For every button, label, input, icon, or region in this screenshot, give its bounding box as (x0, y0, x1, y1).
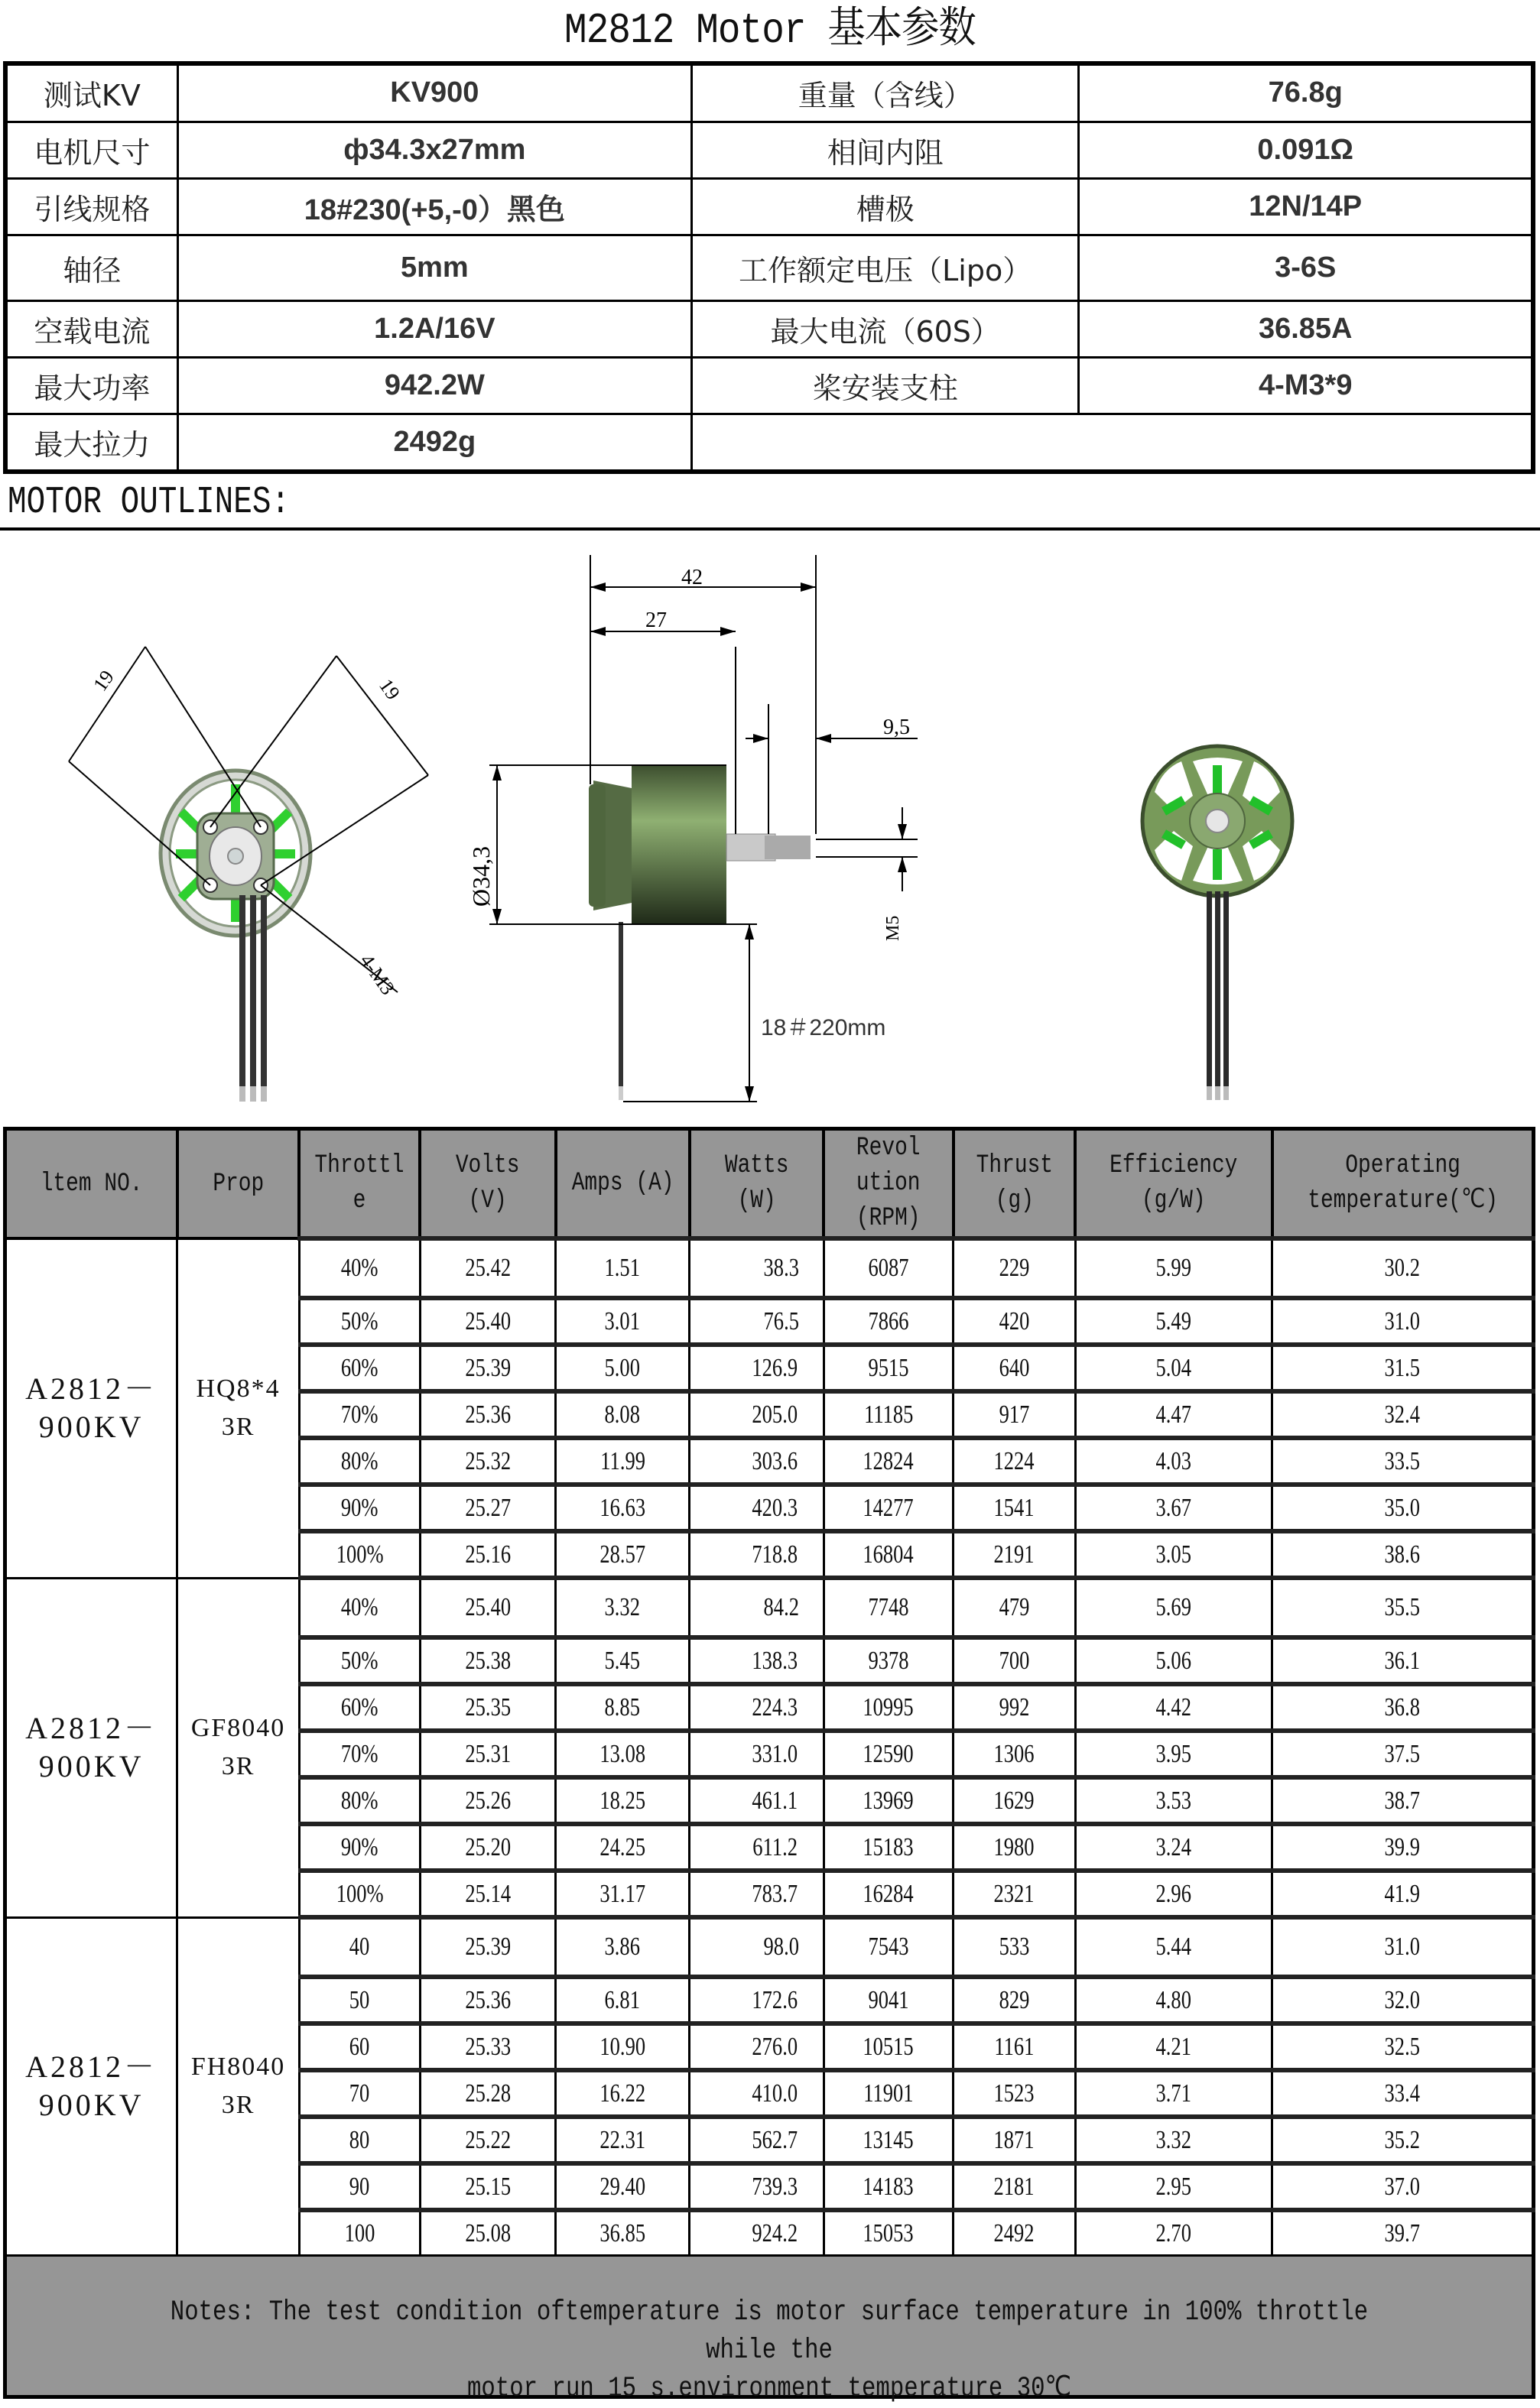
table-cell: 13145 (824, 2117, 953, 2163)
table-cell: 1980 (954, 1824, 1076, 1871)
table-cell: 50% (299, 1637, 420, 1684)
table-cell: 331.0 (690, 1731, 824, 1777)
spec-label: 电机尺寸 (5, 122, 177, 178)
table-cell: 25.35 (420, 1684, 555, 1731)
column-header: Prop (177, 1129, 300, 1239)
table-cell: 25.33 (420, 2023, 555, 2070)
section-heading-outlines: MOTOR OUTLINES: (8, 481, 291, 524)
table-cell: 25.40 (420, 1298, 555, 1345)
table-cell: 30.2 (1272, 1238, 1534, 1298)
table-cell: 6.81 (556, 1977, 690, 2023)
spec-value: ф34.3x27mm (177, 122, 691, 178)
column-header: Efficiency (g/W) (1075, 1129, 1272, 1239)
table-cell: 7543 (824, 1917, 953, 1977)
dim-shaft-length: 9,5 (883, 716, 910, 739)
table-cell: 60% (299, 1345, 420, 1391)
spec-row (5, 414, 1533, 472)
table-cell: 80 (299, 2117, 420, 2163)
notes-text (136, 2293, 1402, 2408)
table-cell: 6087 (824, 1238, 953, 1298)
table-cell: 5.04 (1075, 1345, 1272, 1391)
table-cell: 1871 (954, 2117, 1076, 2163)
spec-label: 测试KV (5, 63, 177, 122)
table-cell: 1161 (954, 2023, 1076, 2070)
table-cell: 1306 (954, 1731, 1076, 1777)
divider (0, 527, 1540, 531)
column-header: Revol ution (RPM) (824, 1129, 953, 1239)
column-header: Volts (V) (420, 1129, 555, 1239)
spec-label: 轴径 (5, 235, 177, 300)
spec-value: 0.091Ω (1079, 122, 1533, 178)
table-cell: 25.32 (420, 1438, 555, 1485)
table-cell: 3.32 (556, 1578, 690, 1637)
table-cell: 16.63 (556, 1485, 690, 1531)
table-cell: 783.7 (690, 1871, 824, 1917)
table-cell: 31.5 (1272, 1345, 1534, 1391)
table-cell: 60 (299, 2023, 420, 2070)
table-cell: 37.0 (1272, 2163, 1534, 2210)
motor-outline-drawing (0, 532, 1540, 1105)
table-cell: 3.95 (1075, 1731, 1272, 1777)
table-cell: 126.9 (690, 1345, 824, 1391)
table-cell: 224.3 (690, 1684, 824, 1731)
spec-label: 相间内阻 (691, 122, 1078, 178)
table-cell: 924.2 (690, 2210, 824, 2257)
table-cell: 9378 (824, 1637, 953, 1684)
table-cell: 14183 (824, 2163, 953, 2210)
table-cell: 25.40 (420, 1578, 555, 1637)
table-cell: 16284 (824, 1871, 953, 1917)
table-cell: 917 (954, 1391, 1076, 1438)
table-cell: 1629 (954, 1777, 1076, 1824)
table-cell: 1541 (954, 1485, 1076, 1531)
spec-row (5, 63, 1533, 122)
spec-value: 2492g (177, 414, 691, 472)
dim-shaft-thread: M5 (883, 915, 903, 941)
spec-value: KV900 (177, 63, 691, 122)
table-cell: 36.1 (1272, 1637, 1534, 1684)
table-cell: 18.25 (556, 1777, 690, 1824)
table-cell: 303.6 (690, 1438, 824, 1485)
table-cell: 25.39 (420, 1917, 555, 1977)
spec-value: 1.2A/16V (177, 300, 691, 357)
table-cell: 611.2 (690, 1824, 824, 1871)
table-cell: 16.22 (556, 2070, 690, 2117)
table-cell: 9515 (824, 1345, 953, 1391)
table-cell: 32.0 (1272, 1977, 1534, 2023)
table-cell: 76.5 (690, 1298, 824, 1345)
table-cell: 11.99 (556, 1438, 690, 1485)
table-cell: 100% (299, 1531, 420, 1578)
table-cell: 22.31 (556, 2117, 690, 2163)
table-cell: 33.5 (1272, 1438, 1534, 1485)
table-cell: 90% (299, 1485, 420, 1531)
table-cell: 29.40 (556, 2163, 690, 2210)
table-cell: 28.57 (556, 1531, 690, 1578)
table-cell: 2.70 (1075, 2210, 1272, 2257)
table-cell: 4.42 (1075, 1684, 1272, 1731)
table-cell: 9041 (824, 1977, 953, 2023)
prop-cell: GF8040 3R (177, 1578, 300, 1917)
table-cell: 461.1 (690, 1777, 824, 1824)
spec-row (5, 122, 1533, 178)
table-cell: 90 (299, 2163, 420, 2210)
table-cell: 10.90 (556, 2023, 690, 2070)
table-cell: 16804 (824, 1531, 953, 1578)
table-cell: 410.0 (690, 2070, 824, 2117)
spec-row (5, 235, 1533, 300)
column-header: Operating temperature(℃) (1272, 1129, 1534, 1239)
spec-value: 36.85A (1079, 300, 1533, 357)
table-cell: 31.0 (1272, 1298, 1534, 1345)
table-cell: 533 (954, 1917, 1076, 1977)
table-cell: 25.36 (420, 1977, 555, 2023)
column-header: Thrust (g) (954, 1129, 1076, 1239)
dim-body-length: 27 (645, 608, 667, 632)
table-cell: 2321 (954, 1871, 1076, 1917)
table-cell: 32.5 (1272, 2023, 1534, 2070)
table-cell: 1224 (954, 1438, 1076, 1485)
spec-row (5, 178, 1533, 235)
table-cell: 33.4 (1272, 2070, 1534, 2117)
table-cell: 25.14 (420, 1871, 555, 1917)
spec-row (5, 357, 1533, 414)
spec-value: 76.8g (1079, 63, 1533, 122)
table-row (5, 1238, 1534, 1298)
table-cell: 38.6 (1272, 1531, 1534, 1578)
table-cell: 25.36 (420, 1391, 555, 1438)
table-cell: 25.08 (420, 2210, 555, 2257)
table-cell: 31.17 (556, 1871, 690, 1917)
table-cell: 84.2 (690, 1578, 824, 1637)
table-cell: 420 (954, 1298, 1076, 1345)
table-cell: 3.71 (1075, 2070, 1272, 2117)
column-header: Throttl e (299, 1129, 420, 1239)
table-cell: 70% (299, 1731, 420, 1777)
table-cell: 205.0 (690, 1391, 824, 1438)
table-cell: 3.86 (556, 1917, 690, 1977)
table-cell: 12824 (824, 1438, 953, 1485)
side-view-drawing (467, 555, 918, 1102)
dim-lead: 18＃220mm (761, 1015, 886, 1040)
table-cell: 5.06 (1075, 1637, 1272, 1684)
spec-empty-cell (691, 414, 1533, 472)
table-cell: 1523 (954, 2070, 1076, 2117)
table-cell: 36.8 (1272, 1684, 1534, 1731)
table-cell: 11901 (824, 2070, 953, 2117)
table-cell: 100 (299, 2210, 420, 2257)
table-cell: 276.0 (690, 2023, 824, 2070)
prop-cell: FH8040 3R (177, 1917, 300, 2257)
table-cell: 13.08 (556, 1731, 690, 1777)
table-cell: 3.24 (1075, 1824, 1272, 1871)
spec-label: 最大拉力 (5, 414, 177, 472)
table-cell: 39.9 (1272, 1824, 1534, 1871)
dim-mount-a: 19 (89, 666, 119, 696)
spec-value: 3-6S (1079, 235, 1533, 300)
table-cell: 5.99 (1075, 1238, 1272, 1298)
column-header: Watts (W) (690, 1129, 824, 1239)
table-cell: 14277 (824, 1485, 953, 1531)
table-cell: 2.96 (1075, 1871, 1272, 1917)
spec-label: 引线规格 (5, 178, 177, 235)
dim-total-length: 42 (681, 566, 703, 589)
table-cell: 70 (299, 2070, 420, 2117)
table-cell: 15183 (824, 1824, 953, 1871)
spec-table (3, 61, 1535, 474)
table-cell: 420.3 (690, 1485, 824, 1531)
table-cell: 4.80 (1075, 1977, 1272, 2023)
table-cell: 5.44 (1075, 1917, 1272, 1977)
table-cell: 37.5 (1272, 1731, 1534, 1777)
table-cell: 700 (954, 1637, 1076, 1684)
table-cell: 90% (299, 1824, 420, 1871)
table-cell: 8.85 (556, 1684, 690, 1731)
column-header: Amps (A) (556, 1129, 690, 1239)
item-number-cell: A2812－ 900KV (5, 1578, 177, 1917)
spec-value: 4-M3*9 (1079, 357, 1533, 414)
table-cell: 31.0 (1272, 1917, 1534, 1977)
table-cell: 39.7 (1272, 2210, 1534, 2257)
spec-value: 5mm (177, 235, 691, 300)
table-cell: 15053 (824, 2210, 953, 2257)
table-cell: 8.08 (556, 1391, 690, 1438)
table-cell: 25.27 (420, 1485, 555, 1531)
table-cell: 25.39 (420, 1345, 555, 1391)
table-cell: 3.32 (1075, 2117, 1272, 2163)
table-cell: 10995 (824, 1684, 953, 1731)
notes-line-1: Notes: The test condition oftemperature is motor surface temperature in 100% throttle while the (170, 2296, 1369, 2367)
table-cell: 25.20 (420, 1824, 555, 1871)
column-header: ltem NO. (5, 1129, 177, 1239)
table-cell: 38.7 (1272, 1777, 1534, 1824)
spec-value: 12N/14P (1079, 178, 1533, 235)
table-cell: 5.69 (1075, 1578, 1272, 1637)
spec-label: 工作额定电压（Lipo） (691, 235, 1078, 300)
page-title: M2812 Motor 基本参数 (564, 6, 976, 55)
table-cell: 25.22 (420, 2117, 555, 2163)
bottom-view-drawing (69, 647, 428, 1102)
table-cell: 739.3 (690, 2163, 824, 2210)
table-cell: 25.26 (420, 1777, 555, 1824)
dim-mount-b: 19 (375, 674, 404, 704)
table-cell: 4.47 (1075, 1391, 1272, 1438)
table-cell: 2181 (954, 2163, 1076, 2210)
table-cell: 7866 (824, 1298, 953, 1345)
table-cell: 25.42 (420, 1238, 555, 1298)
table-cell: 479 (954, 1578, 1076, 1637)
table-cell: 40 (299, 1917, 420, 1977)
table-cell: 24.25 (556, 1824, 690, 1871)
spec-value: 942.2W (177, 357, 691, 414)
table-cell: 1.51 (556, 1238, 690, 1298)
table-cell: 25.16 (420, 1531, 555, 1578)
item-number-cell: A2812－ 900KV (5, 1917, 177, 2257)
table-cell: 138.3 (690, 1637, 824, 1684)
spec-label: 重量（含线） (691, 63, 1078, 122)
table-cell: 5.45 (556, 1637, 690, 1684)
table-cell: 7748 (824, 1578, 953, 1637)
dim-diameter: Ø34,3 (467, 845, 495, 907)
spec-label: 桨安装支柱 (691, 357, 1078, 414)
table-cell: 4.21 (1075, 2023, 1272, 2070)
table-cell: 35.2 (1272, 2117, 1534, 2163)
table-cell: 60% (299, 1684, 420, 1731)
table-cell: 50% (299, 1298, 420, 1345)
table-cell: 5.49 (1075, 1298, 1272, 1345)
table-cell: 562.7 (690, 2117, 824, 2163)
notes-box (3, 2257, 1535, 2405)
table-row (5, 1578, 1534, 1637)
table-cell: 4.03 (1075, 1438, 1272, 1485)
table-cell: 80% (299, 1438, 420, 1485)
table-cell: 3.05 (1075, 1531, 1272, 1578)
table-cell: 11185 (824, 1391, 953, 1438)
table-cell: 3.53 (1075, 1777, 1272, 1824)
table-cell: 35.0 (1272, 1485, 1534, 1531)
table-cell: 5.00 (556, 1345, 690, 1391)
table-cell: 25.38 (420, 1637, 555, 1684)
table-cell: 992 (954, 1684, 1076, 1731)
table-cell: 640 (954, 1345, 1076, 1391)
table-cell: 12590 (824, 1731, 953, 1777)
table-cell: 40% (299, 1238, 420, 1298)
table-cell: 40% (299, 1578, 420, 1637)
table-cell: 36.85 (556, 2210, 690, 2257)
table-cell: 3.01 (556, 1298, 690, 1345)
table-cell: 25.28 (420, 2070, 555, 2117)
table-cell: 229 (954, 1238, 1076, 1298)
prop-cell: HQ8*4 3R (177, 1238, 300, 1578)
table-cell: 100% (299, 1871, 420, 1917)
table-cell: 2191 (954, 1531, 1076, 1578)
notes-line-2: motor run 15 s.environment temperature 30℃ (466, 2373, 1072, 2405)
table-cell: 25.31 (420, 1731, 555, 1777)
table-cell: 2492 (954, 2210, 1076, 2257)
table-cell: 98.0 (690, 1917, 824, 1977)
table-row (5, 1917, 1534, 1977)
table-cell: 25.15 (420, 2163, 555, 2210)
spec-label: 最大电流（60S） (691, 300, 1078, 357)
table-cell: 32.4 (1272, 1391, 1534, 1438)
table-cell: 80% (299, 1777, 420, 1824)
item-number-cell: A2812－ 900KV (5, 1238, 177, 1578)
table-cell: 38.3 (690, 1238, 824, 1298)
table-cell: 50 (299, 1977, 420, 2023)
table-cell: 41.9 (1272, 1871, 1534, 1917)
table-cell: 10515 (824, 2023, 953, 2070)
table-cell: 70% (299, 1391, 420, 1438)
spec-label: 空载电流 (5, 300, 177, 357)
performance-table (3, 1127, 1535, 2258)
spec-label: 最大功率 (5, 357, 177, 414)
table-cell: 3.67 (1075, 1485, 1272, 1531)
dim-mount-holes: 4-M3 (356, 949, 399, 999)
spec-label: 槽极 (691, 178, 1078, 235)
table-cell: 829 (954, 1977, 1076, 2023)
spec-value: 18#230(+5,-0）黑色 (177, 178, 691, 235)
table-cell: 172.6 (690, 1977, 824, 2023)
table-cell: 2.95 (1075, 2163, 1272, 2210)
spec-row (5, 300, 1533, 357)
front-view-drawing (1142, 746, 1292, 1100)
table-cell: 718.8 (690, 1531, 824, 1578)
table-cell: 35.5 (1272, 1578, 1534, 1637)
table-cell: 13969 (824, 1777, 953, 1824)
